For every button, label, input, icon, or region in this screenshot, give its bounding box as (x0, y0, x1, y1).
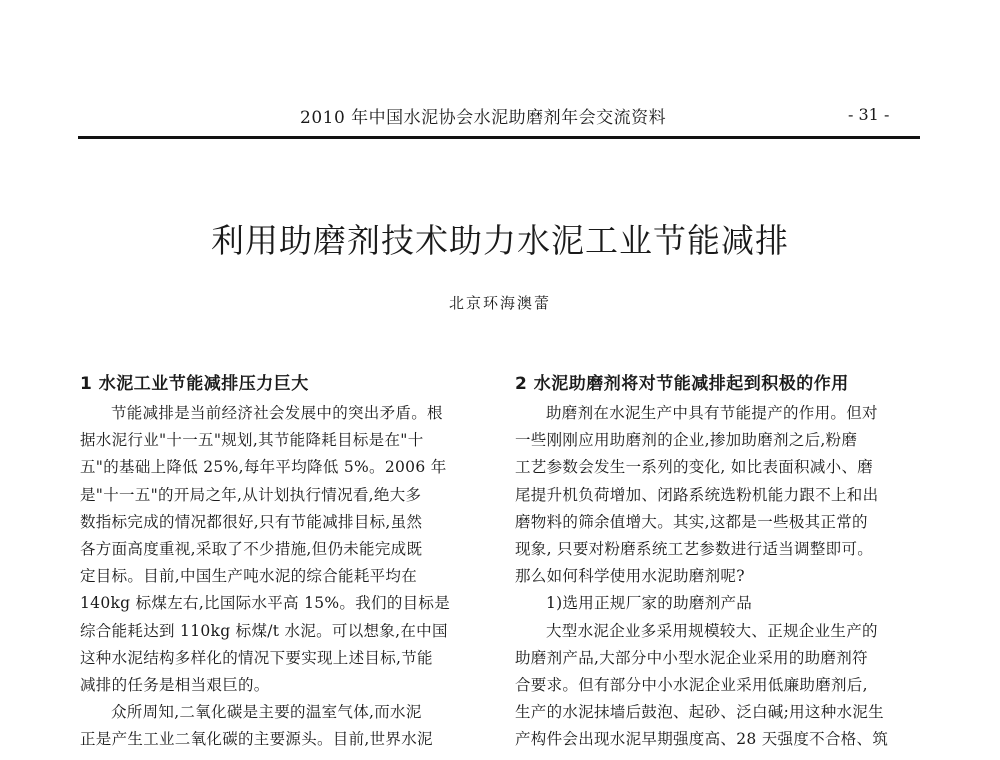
text-line: 综合能耗达到 110kg 标煤/t 水泥。可以想象,在中国 (80, 621, 448, 640)
article-title: 利用助磨剂技术助力水泥工业节能减排 (211, 221, 789, 260)
section-heading-1: 1 水泥工业节能减排压力巨大 (80, 374, 309, 394)
text-line: 现象, 只要对粉磨系统工艺参数进行适当调整即可。 (515, 539, 874, 558)
right-column (515, 372, 920, 760)
text-line: 工艺参数会发生一系列的变化, 如比表面积减小、磨 (515, 458, 874, 477)
subheading: 1)选用正规厂家的助磨剂产品 (546, 594, 753, 613)
text-line: 据水泥行业"十一五"规划,其节能降耗目标是在"十 (80, 431, 424, 450)
text-line: 定目标。目前,中国生产吨水泥的综合能耗平均在 (80, 567, 418, 586)
text-line: 产构件会出现水泥早期强度高、28 天强度不合格、筑 (515, 730, 889, 749)
running-header (0, 103, 1000, 133)
text-line: 生产的水泥抹墙后鼓泡、起砂、泛白碱;用这种水泥生 (515, 703, 884, 722)
header-rule (78, 136, 920, 139)
text-line: 140kg 标煤左右,比国际水平高 15%。我们的目标是 (80, 594, 451, 613)
text-line: 众所周知,二氧化碳是主要的温室气体,而水泥 (111, 703, 422, 722)
text-line: 是"十一五"的开局之年,从计划执行情况看,绝大多 (80, 485, 422, 504)
text-line: 那么如何科学使用水泥助磨剂呢? (515, 567, 745, 586)
text-line: 大型水泥企业多采用规模较大、正规企业生产的 (546, 621, 878, 640)
section-heading-2: 2 水泥助磨剂将对节能减排起到积极的作用 (515, 374, 849, 394)
text-line: 节能减排是当前经济社会发展中的突出矛盾。根 (111, 404, 443, 422)
text-line: 磨物料的筛余值增大。其实,这都是一些极其正常的 (515, 512, 868, 531)
text-line: 合要求。但有部分中小水泥企业采用低廉助磨剂后, (515, 675, 868, 694)
text-line: 助磨剂在水泥生产中具有节能提产的作用。但对 (546, 404, 878, 422)
page-number: - 31 - (848, 105, 890, 124)
running-title: 2010 年中国水泥协会水泥助磨剂年会交流资料 (300, 108, 667, 128)
text-line: 一些刚刚应用助磨剂的企业,掺加助磨剂之后,粉磨 (515, 431, 858, 450)
text-line: 各方面高度重视,采取了不少措施,但仍未能完成既 (80, 539, 423, 558)
text-line: 数指标完成的情况都很好,只有节能减排目标,虽然 (80, 512, 423, 531)
text-line: 尾提升机负荷增加、闭路系统选粉机能力跟不上和出 (515, 485, 879, 504)
left-column (80, 372, 485, 760)
text-line: 五"的基础上降低 25%,每年平均降低 5%。2006 年 (80, 458, 447, 477)
article-author: 北京环海澳蕾 (448, 294, 551, 312)
text-line: 正是产生工业二氧化碳的主要源头。目前,世界水泥 (80, 730, 433, 749)
text-line: 这种水泥结构多样化的情况下要实现上述目标,节能 (80, 648, 433, 667)
text-line: 减排的任务是相当艰巨的。 (80, 675, 270, 694)
text-line: 助磨剂产品,大部分中小型水泥企业采用的助磨剂符 (515, 648, 868, 667)
